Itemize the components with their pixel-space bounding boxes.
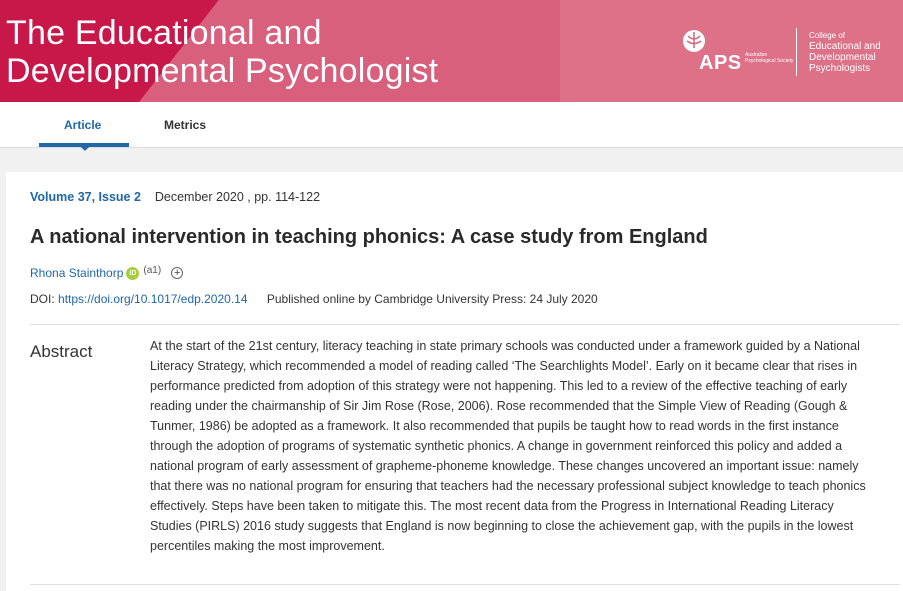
aps-logo-subtext: Australian Psychological Society xyxy=(745,52,794,64)
published-date: Published online by Cambridge University Press: 24 July 2020 xyxy=(266,292,598,306)
orcid-icon[interactable]: iD xyxy=(126,267,139,280)
journal-title[interactable] xyxy=(6,14,438,90)
volume-issue-row xyxy=(30,190,320,204)
college-logo[interactable] xyxy=(809,30,899,74)
section-divider xyxy=(30,324,900,325)
aps-logo-text: APS xyxy=(699,52,742,74)
college-line4: Psychologists xyxy=(809,63,871,74)
journal-banner xyxy=(0,0,903,102)
doi-row xyxy=(30,292,598,306)
college-line3: Developmental xyxy=(809,52,876,63)
section-divider-bottom xyxy=(30,584,900,585)
date-pages: December 2020 , pp. 114-122 xyxy=(154,190,321,204)
article-tabs xyxy=(0,102,903,148)
volume-issue-link[interactable]: Volume 37, Issue 2 xyxy=(30,190,141,204)
author-link[interactable]: Rhona Stainthorp xyxy=(30,266,124,280)
tab-article[interactable]: Article xyxy=(64,118,102,132)
doi-link[interactable]: https://doi.org/10.1017/edp.2020.14 xyxy=(58,292,248,306)
author-row xyxy=(30,266,183,280)
logo-divider xyxy=(796,28,797,76)
journal-title-line1: The Educational and xyxy=(6,14,322,52)
abstract-text: At the start of the 21st century, literacy teaching in state primary schools was conducted under a framework guided by a National Literacy Strategy, which recommended a model of reading called ‘The Searchlights Model’. Early on it became clear that rises in performance predicted from adoption of this strategy were not happening. This led to a review of the effective teaching of early reading under the chairmanship of Sir Jim Rose (Rose, 2006). Rose recommended that the Simple View of Reading (Gough & Tunmer, 1986) be adopted as a framework. It also recommended that pupils be taught how to read words in the first instance through the adoption of programs of systematic synthetic phonics. A change in government reinforced this policy and added a national program of early assessment of grapheme-phoneme knowledge. These changes uncovered an important issue: namely that there was no national program for ensuring that teachers had the necessary professional subject knowledge to teach phonics effectively. Steps have been taken to mitigate this. The most recent data from the Progress in International Reading Literacy Studies (PIRLS) 2016 study suggests that England is now beginning to close the achievement gap, with the pupils in the lowest percentiles making the most improvement. xyxy=(150,339,866,553)
journal-title-line2: Developmental Psychologist xyxy=(6,52,439,90)
college-line2: Educational and xyxy=(809,41,881,52)
college-line1: College of xyxy=(809,31,846,40)
article-title: A national intervention in teaching phonics: A case study from England xyxy=(30,226,708,248)
expand-authors-icon[interactable]: + xyxy=(171,267,183,279)
doi-label: DOI: xyxy=(30,292,55,306)
tab-metrics[interactable]: Metrics xyxy=(164,118,207,132)
affiliation-marker: (a1) xyxy=(143,264,162,276)
abstract-heading: Abstract xyxy=(30,342,93,361)
aps-logo[interactable] xyxy=(679,24,799,84)
active-tab-pointer xyxy=(80,146,90,151)
article-card xyxy=(6,172,903,591)
